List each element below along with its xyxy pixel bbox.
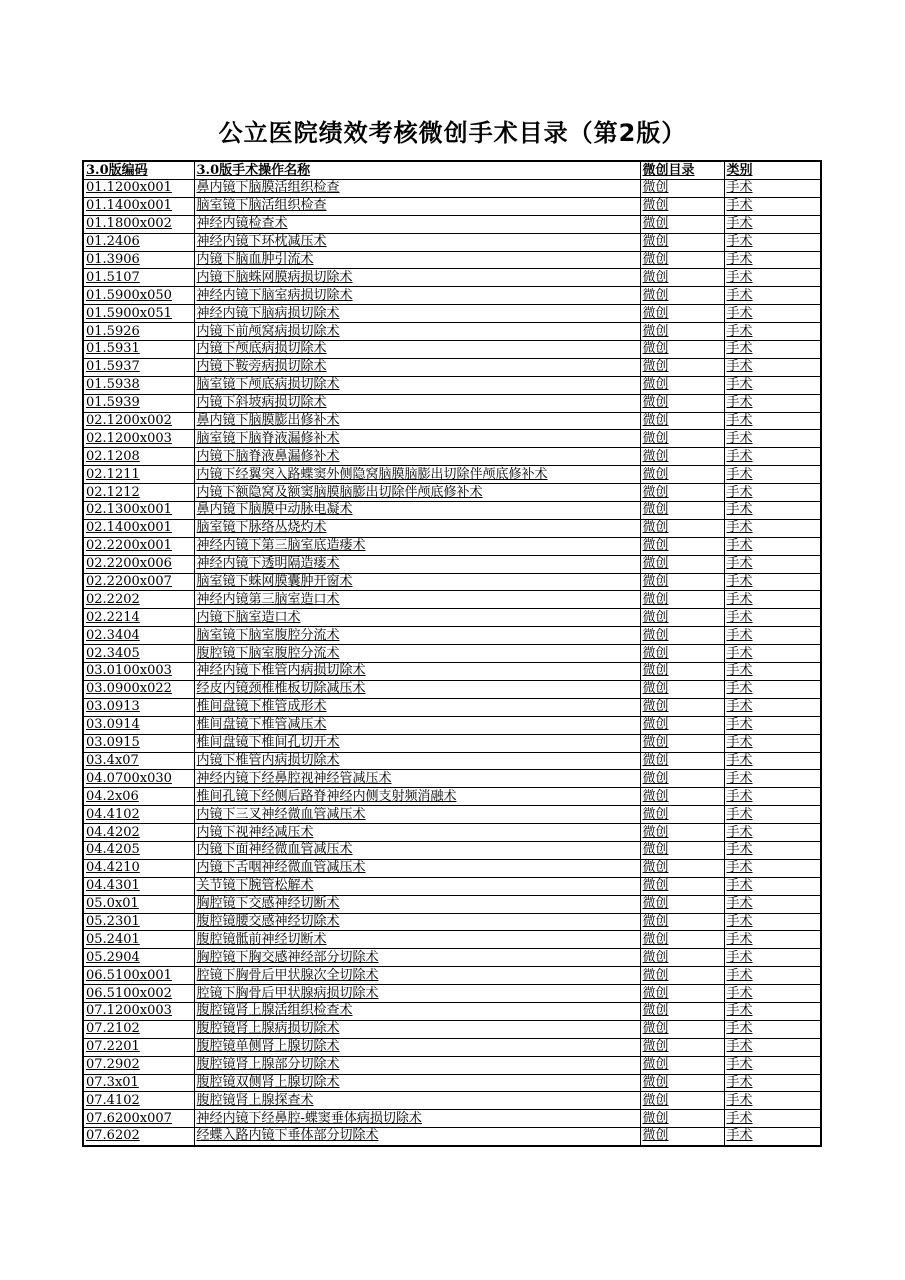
cell-code: 01.1200x001	[83, 180, 194, 198]
cell-code: 05.2301	[83, 913, 194, 931]
cell-catalog: 微创	[640, 341, 724, 359]
table-row	[83, 877, 821, 895]
table-row	[83, 1110, 821, 1128]
table-row	[83, 180, 821, 198]
cell-catalog: 微创	[640, 591, 724, 609]
cell-catalog: 微创	[640, 859, 724, 877]
table-row	[83, 680, 821, 698]
cell-catalog: 微创	[640, 645, 724, 663]
cell-code: 03.0915	[83, 734, 194, 752]
cell-category: 手术	[724, 537, 821, 555]
table-row	[83, 394, 821, 412]
cell-code: 02.2200x001	[83, 537, 194, 555]
cell-catalog: 微创	[640, 895, 724, 913]
cell-catalog: 微创	[640, 376, 724, 394]
cell-category: 手术	[724, 877, 821, 895]
cell-code: 01.5931	[83, 341, 194, 359]
cell-name: 腔镜下胸骨后甲状腺病损切除术	[194, 985, 640, 1003]
table-row	[83, 287, 821, 305]
cell-category: 手术	[724, 1056, 821, 1074]
cell-category: 手术	[724, 716, 821, 734]
cell-catalog: 微创	[640, 734, 724, 752]
cell-catalog: 微创	[640, 484, 724, 502]
table-row	[83, 555, 821, 573]
cell-name: 腹腔镜骶前神经切断术	[194, 931, 640, 949]
cell-category: 手术	[724, 609, 821, 627]
cell-code: 07.2902	[83, 1056, 194, 1074]
cell-category: 手术	[724, 269, 821, 287]
cell-category: 手术	[724, 305, 821, 323]
cell-name: 内镜下斜坡病损切除术	[194, 394, 640, 412]
cell-code: 01.1400x001	[83, 197, 194, 215]
cell-name: 经皮内镜颈椎椎板切除减压术	[194, 680, 640, 698]
cell-category: 手术	[724, 1128, 821, 1146]
cell-name: 神经内镜下环枕减压术	[194, 233, 640, 251]
cell-category: 手术	[724, 233, 821, 251]
table-row	[83, 752, 821, 770]
cell-category: 手术	[724, 287, 821, 305]
table-row	[83, 663, 821, 681]
table-row	[83, 591, 821, 609]
table-row	[83, 985, 821, 1003]
cell-catalog: 微创	[640, 663, 724, 681]
cell-name: 脑室镜下脉络丛烧灼术	[194, 519, 640, 537]
cell-name: 内镜下颅底病损切除术	[194, 341, 640, 359]
cell-catalog: 微创	[640, 609, 724, 627]
cell-name: 腹腔镜肾上腺探查术	[194, 1092, 640, 1110]
cell-code: 07.2201	[83, 1038, 194, 1056]
cell-category: 手术	[724, 895, 821, 913]
cell-code: 02.2200x007	[83, 573, 194, 591]
cell-category: 手术	[724, 251, 821, 269]
cell-name: 神经内镜下透明隔造瘘术	[194, 555, 640, 573]
cell-category: 手术	[724, 180, 821, 198]
cell-catalog: 微创	[640, 251, 724, 269]
table-row	[83, 1128, 821, 1146]
table-row	[83, 502, 821, 520]
cell-name: 腹腔镜双侧肾上腺切除术	[194, 1074, 640, 1092]
cell-code: 02.1200x003	[83, 430, 194, 448]
cell-catalog: 微创	[640, 1128, 724, 1146]
table-row	[83, 269, 821, 287]
cell-code: 05.2401	[83, 931, 194, 949]
table-row	[83, 448, 821, 466]
cell-category: 手术	[724, 734, 821, 752]
cell-category: 手术	[724, 680, 821, 698]
cell-name: 腹腔镜肾上腺部分切除术	[194, 1056, 640, 1074]
cell-name: 胸腔镜下胸交感神经部分切除术	[194, 949, 640, 967]
cell-name: 脑室镜下脑活组织检查	[194, 197, 640, 215]
cell-name: 内镜下鞍旁病损切除术	[194, 358, 640, 376]
cell-code: 04.4102	[83, 806, 194, 824]
table-row	[83, 1074, 821, 1092]
table-row	[83, 233, 821, 251]
cell-category: 手术	[724, 394, 821, 412]
cell-category: 手术	[724, 519, 821, 537]
table-row	[83, 913, 821, 931]
cell-code: 07.3x01	[83, 1074, 194, 1092]
table-row	[83, 358, 821, 376]
cell-catalog: 微创	[640, 502, 724, 520]
table-row	[83, 967, 821, 985]
cell-code: 01.1800x002	[83, 215, 194, 233]
cell-name: 脑室镜下脑室腹腔分流术	[194, 627, 640, 645]
cell-code: 03.4x07	[83, 752, 194, 770]
cell-name: 内镜下脑室造口术	[194, 609, 640, 627]
cell-category: 手术	[724, 645, 821, 663]
cell-catalog: 微创	[640, 985, 724, 1003]
cell-catalog: 微创	[640, 1074, 724, 1092]
cell-name: 鼻内镜下脑膜中动脉电凝术	[194, 502, 640, 520]
cell-category: 手术	[724, 1110, 821, 1128]
cell-category: 手术	[724, 949, 821, 967]
cell-catalog: 微创	[640, 1110, 724, 1128]
cell-name: 脑室镜下颅底病损切除术	[194, 376, 640, 394]
cell-catalog: 微创	[640, 448, 724, 466]
cell-name: 神经内镜下脑室病损切除术	[194, 287, 640, 305]
cell-catalog: 微创	[640, 1056, 724, 1074]
cell-category: 手术	[724, 913, 821, 931]
table-row	[83, 341, 821, 359]
cell-catalog: 微创	[640, 269, 724, 287]
cell-catalog: 微创	[640, 323, 724, 341]
cell-category: 手术	[724, 788, 821, 806]
cell-name: 神经内镜下椎管内病损切除术	[194, 663, 640, 681]
table-row	[83, 770, 821, 788]
table-row	[83, 484, 821, 502]
cell-catalog: 微创	[640, 555, 724, 573]
table-row	[83, 806, 821, 824]
cell-catalog: 微创	[640, 358, 724, 376]
table-row	[83, 1056, 821, 1074]
cell-catalog: 微创	[640, 949, 724, 967]
cell-catalog: 微创	[640, 180, 724, 198]
cell-name: 内镜下三叉神经微血管减压术	[194, 806, 640, 824]
cell-catalog: 微创	[640, 931, 724, 949]
table-row	[83, 376, 821, 394]
cell-code: 02.1400x001	[83, 519, 194, 537]
cell-code: 07.6200x007	[83, 1110, 194, 1128]
cell-code: 05.0x01	[83, 895, 194, 913]
cell-category: 手术	[724, 627, 821, 645]
cell-code: 05.2904	[83, 949, 194, 967]
cell-code: 02.2214	[83, 609, 194, 627]
cell-name: 神经内镜检查术	[194, 215, 640, 233]
cell-name: 腹腔镜肾上腺病损切除术	[194, 1020, 640, 1038]
cell-name: 椎间孔镜下经侧后路脊神经内侧支射频消融术	[194, 788, 640, 806]
cell-category: 手术	[724, 1038, 821, 1056]
cell-code: 02.1300x001	[83, 502, 194, 520]
cell-name: 脑室镜下蛛网膜囊肿开窗术	[194, 573, 640, 591]
cell-code: 01.3906	[83, 251, 194, 269]
cell-code: 01.5900x050	[83, 287, 194, 305]
cell-catalog: 微创	[640, 1038, 724, 1056]
cell-name: 脑室镜下脑脊液漏修补术	[194, 430, 640, 448]
cell-name: 腹腔镜肾上腺活组织检查术	[194, 1002, 640, 1020]
cell-category: 手术	[724, 341, 821, 359]
cell-category: 手术	[724, 573, 821, 591]
cell-name: 内镜下面神经微血管减压术	[194, 841, 640, 859]
cell-category: 手术	[724, 376, 821, 394]
cell-code: 03.0913	[83, 698, 194, 716]
table-row	[83, 895, 821, 913]
cell-category: 手术	[724, 985, 821, 1003]
cell-code: 04.4205	[83, 841, 194, 859]
cell-code: 01.5939	[83, 394, 194, 412]
table-row	[83, 323, 821, 341]
table-row	[83, 197, 821, 215]
cell-name: 神经内镜下经鼻腔视神经管减压术	[194, 770, 640, 788]
table-row	[83, 841, 821, 859]
cell-code: 07.2102	[83, 1020, 194, 1038]
table-row	[83, 609, 821, 627]
cell-catalog: 微创	[640, 1020, 724, 1038]
column-header-code: 3.0版编码	[83, 161, 194, 180]
cell-catalog: 微创	[640, 824, 724, 842]
cell-name: 椎间盘镜下椎管成形术	[194, 698, 640, 716]
cell-code: 02.2200x006	[83, 555, 194, 573]
cell-category: 手术	[724, 555, 821, 573]
surgery-catalog-table	[82, 160, 822, 1147]
cell-name: 腹腔镜下脑室腹腔分流术	[194, 645, 640, 663]
cell-name: 内镜下视神经减压术	[194, 824, 640, 842]
cell-catalog: 微创	[640, 752, 724, 770]
cell-category: 手术	[724, 698, 821, 716]
cell-category: 手术	[724, 752, 821, 770]
table-row	[83, 949, 821, 967]
cell-name: 关节镜下腕管松解术	[194, 877, 640, 895]
cell-name: 神经内镜第三脑室造口术	[194, 591, 640, 609]
table-body	[83, 180, 821, 1146]
cell-name: 椎间盘镜下椎间孔切开术	[194, 734, 640, 752]
cell-category: 手术	[724, 466, 821, 484]
table-row	[83, 430, 821, 448]
cell-category: 手术	[724, 412, 821, 430]
table-row	[83, 698, 821, 716]
cell-name: 腔镜下胸骨后甲状腺次全切除术	[194, 967, 640, 985]
cell-catalog: 微创	[640, 716, 724, 734]
table-row	[83, 1038, 821, 1056]
table-row	[83, 412, 821, 430]
cell-name: 腹腔镜单侧肾上腺切除术	[194, 1038, 640, 1056]
cell-name: 内镜下舌咽神经微血管减压术	[194, 859, 640, 877]
table-row	[83, 1002, 821, 1020]
cell-name: 内镜下脑脊液鼻漏修补术	[194, 448, 640, 466]
cell-catalog: 微创	[640, 537, 724, 555]
cell-code: 02.3405	[83, 645, 194, 663]
cell-code: 07.4102	[83, 1092, 194, 1110]
cell-category: 手术	[724, 824, 821, 842]
cell-code: 07.6202	[83, 1128, 194, 1146]
table-row	[83, 734, 821, 752]
cell-catalog: 微创	[640, 770, 724, 788]
cell-code: 03.0100x003	[83, 663, 194, 681]
cell-category: 手术	[724, 1074, 821, 1092]
cell-catalog: 微创	[640, 197, 724, 215]
cell-code: 01.5937	[83, 358, 194, 376]
cell-code: 01.5900x051	[83, 305, 194, 323]
column-header-category: 类别	[724, 161, 821, 180]
cell-code: 03.0900x022	[83, 680, 194, 698]
cell-category: 手术	[724, 841, 821, 859]
cell-catalog: 微创	[640, 1092, 724, 1110]
cell-name: 内镜下脑蛛网膜病损切除术	[194, 269, 640, 287]
cell-category: 手术	[724, 215, 821, 233]
table-row	[83, 645, 821, 663]
page-title: 公立医院绩效考核微创手术目录（第2版）	[218, 119, 687, 147]
table-header-row	[83, 161, 821, 180]
table-row	[83, 1020, 821, 1038]
cell-catalog: 微创	[640, 573, 724, 591]
cell-code: 04.2x06	[83, 788, 194, 806]
cell-code: 07.1200x003	[83, 1002, 194, 1020]
table-row	[83, 305, 821, 323]
cell-category: 手术	[724, 448, 821, 466]
cell-name: 神经内镜下第三脑室底造瘘术	[194, 537, 640, 555]
table-row	[83, 931, 821, 949]
cell-code: 02.1200x002	[83, 412, 194, 430]
cell-category: 手术	[724, 1002, 821, 1020]
cell-name: 内镜下额隐窝及额窦脑膜脑膨出切除伴颅底修补术	[194, 484, 640, 502]
table-row	[83, 716, 821, 734]
cell-catalog: 微创	[640, 967, 724, 985]
column-header-catalog: 微创目录	[640, 161, 724, 180]
cell-catalog: 微创	[640, 806, 724, 824]
cell-category: 手术	[724, 806, 821, 824]
table-row	[83, 215, 821, 233]
cell-catalog: 微创	[640, 215, 724, 233]
cell-code: 02.1212	[83, 484, 194, 502]
cell-name: 鼻内镜下脑膜活组织检查	[194, 180, 640, 198]
cell-code: 02.2202	[83, 591, 194, 609]
cell-category: 手术	[724, 358, 821, 376]
cell-code: 01.5107	[83, 269, 194, 287]
cell-category: 手术	[724, 1020, 821, 1038]
table-row	[83, 859, 821, 877]
cell-code: 01.5938	[83, 376, 194, 394]
cell-name: 鼻内镜下脑膜膨出修补术	[194, 412, 640, 430]
cell-category: 手术	[724, 484, 821, 502]
cell-catalog: 微创	[640, 1002, 724, 1020]
cell-code: 03.0914	[83, 716, 194, 734]
cell-name: 神经内镜下脑病损切除术	[194, 305, 640, 323]
cell-code: 01.2406	[83, 233, 194, 251]
cell-catalog: 微创	[640, 430, 724, 448]
cell-code: 06.5100x002	[83, 985, 194, 1003]
table-row	[83, 1092, 821, 1110]
table-row	[83, 824, 821, 842]
cell-category: 手术	[724, 1092, 821, 1110]
cell-category: 手术	[724, 770, 821, 788]
cell-name: 内镜下前颅窝病损切除术	[194, 323, 640, 341]
cell-catalog: 微创	[640, 519, 724, 537]
cell-name: 神经内镜下经鼻腔-蝶窦垂体病损切除术	[194, 1110, 640, 1128]
cell-name: 腹腔镜腰交感神经切除术	[194, 913, 640, 931]
cell-category: 手术	[724, 967, 821, 985]
cell-catalog: 微创	[640, 627, 724, 645]
cell-code: 06.5100x001	[83, 967, 194, 985]
cell-catalog: 微创	[640, 394, 724, 412]
cell-category: 手术	[724, 663, 821, 681]
cell-code: 04.4202	[83, 824, 194, 842]
cell-code: 02.3404	[83, 627, 194, 645]
cell-name: 内镜下经翼突入路蝶窦外侧隐窝脑膜脑膨出切除伴颅底修补术	[194, 466, 640, 484]
cell-catalog: 微创	[640, 913, 724, 931]
cell-code: 02.1211	[83, 466, 194, 484]
cell-catalog: 微创	[640, 466, 724, 484]
cell-catalog: 微创	[640, 305, 724, 323]
cell-category: 手术	[724, 591, 821, 609]
cell-name: 内镜下脑血肿引流术	[194, 251, 640, 269]
cell-name: 胸腔镜下交感神经切断术	[194, 895, 640, 913]
cell-name: 经蝶入路内镜下垂体部分切除术	[194, 1128, 640, 1146]
cell-category: 手术	[724, 859, 821, 877]
table-row	[83, 519, 821, 537]
cell-name: 内镜下椎管内病损切除术	[194, 752, 640, 770]
cell-catalog: 微创	[640, 412, 724, 430]
cell-catalog: 微创	[640, 680, 724, 698]
cell-code: 04.4301	[83, 877, 194, 895]
cell-catalog: 微创	[640, 841, 724, 859]
table-row	[83, 537, 821, 555]
cell-catalog: 微创	[640, 287, 724, 305]
cell-category: 手术	[724, 931, 821, 949]
cell-code: 02.1208	[83, 448, 194, 466]
column-header-name: 3.0版手术操作名称	[194, 161, 640, 180]
table-row	[83, 573, 821, 591]
table-row	[83, 466, 821, 484]
cell-name: 椎间盘镜下椎管减压术	[194, 716, 640, 734]
cell-code: 01.5926	[83, 323, 194, 341]
cell-category: 手术	[724, 430, 821, 448]
cell-catalog: 微创	[640, 698, 724, 716]
cell-category: 手术	[724, 323, 821, 341]
table-row	[83, 627, 821, 645]
table-row	[83, 788, 821, 806]
cell-catalog: 微创	[640, 233, 724, 251]
cell-code: 04.0700x030	[83, 770, 194, 788]
cell-category: 手术	[724, 502, 821, 520]
cell-code: 04.4210	[83, 859, 194, 877]
cell-catalog: 微创	[640, 788, 724, 806]
cell-catalog: 微创	[640, 877, 724, 895]
table-row	[83, 251, 821, 269]
cell-category: 手术	[724, 197, 821, 215]
